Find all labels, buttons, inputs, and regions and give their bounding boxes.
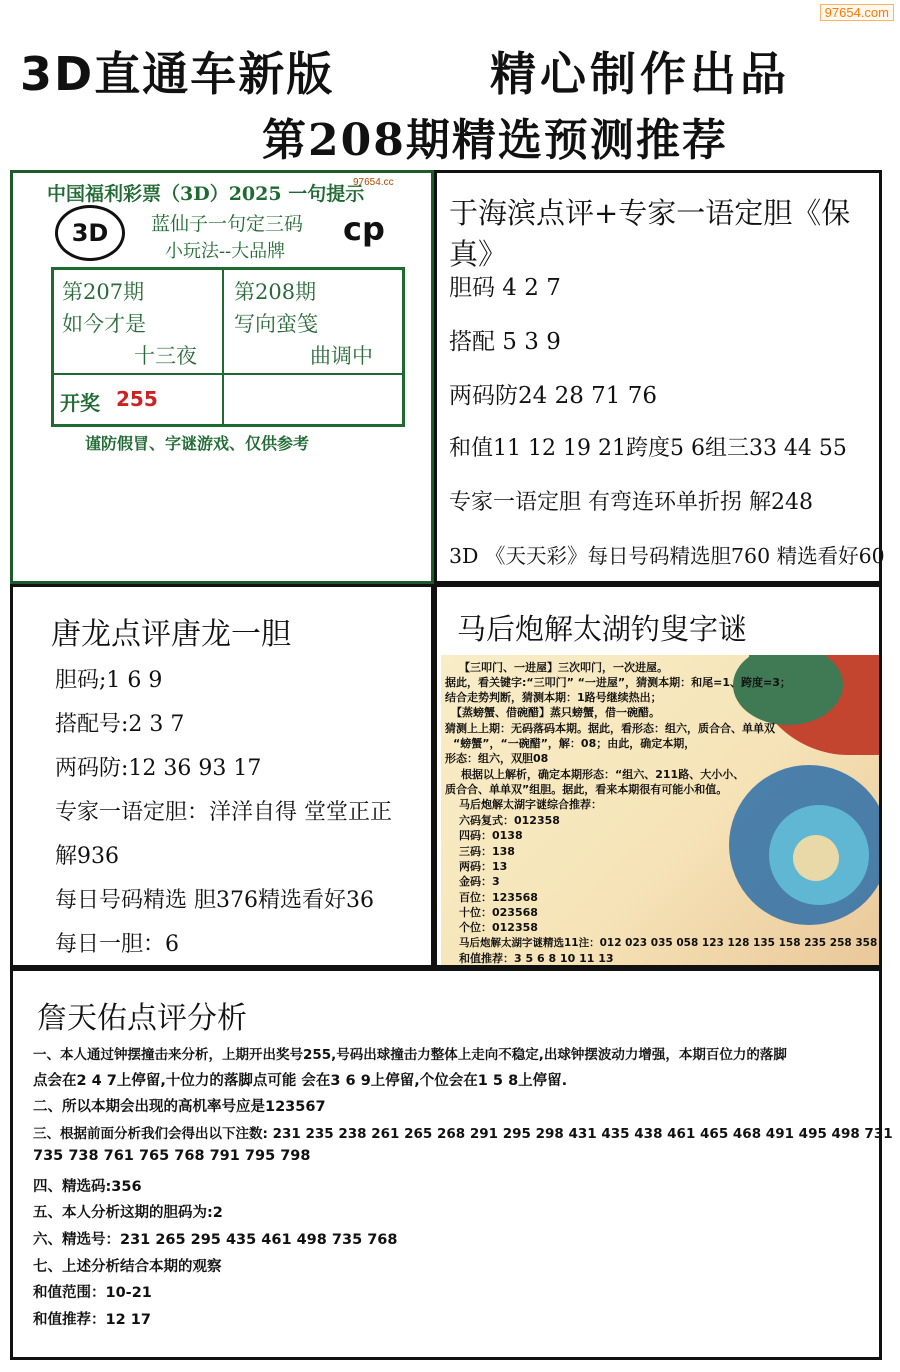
tang-line: 每日号码精选 胆376精选看好36 [55, 888, 374, 913]
header-right: 精心制作出品 [490, 47, 790, 101]
lottery-hint-panel [10, 170, 434, 584]
ma-line: 【三叩门、一进屋】三次叩门，一次进屋。 [459, 661, 668, 674]
ma-line: 结合走势判断，猜测本期：1路号继续热出； [445, 691, 662, 704]
ma-line: 【蒸螃蟹、借碗醋】蒸只螃蟹，借一碗醋。 [451, 706, 660, 719]
zhan-line: 四、精选码:356 [33, 1179, 142, 1195]
ma-line: 马后炮解太湖字谜精选11注：012 023 035 058 123 128 135 158 235 258 358 [459, 937, 878, 949]
zhan-line: 五、本人分析这期的胆码为:2 [33, 1205, 223, 1221]
ma-panel [434, 584, 882, 968]
ma-line: 两码：13 [459, 860, 508, 873]
yu-line: 和值11 12 19 21跨度5 6组三33 44 55 [449, 436, 847, 461]
ma-line: 三码：138 [459, 845, 515, 858]
card-line2: 小玩法--大品牌 [165, 241, 286, 262]
ma-line: 十位：023568 [459, 906, 538, 919]
yu-title: 于海滨点评+专家一语定胆《保真》 [449, 196, 851, 271]
card-url: 97654.cc [353, 177, 394, 188]
ma-line: 个位：012358 [459, 921, 538, 934]
zhan-line: 七、上述分析结合本期的观察 [33, 1259, 222, 1275]
zhan-line: 和值范围：10-21 [33, 1285, 152, 1301]
ma-line: 根据以上解析，确定本期形态：“组六、211路、大小小、 [461, 768, 745, 781]
zhan-line: 一、本人通过钟摆撞击来分析，上期开出奖号255,号码出球撞击力整体上走向不稳定,出球钟摆波动力增强，本期百位力的落脚 [33, 1047, 787, 1063]
tang-line: 每日一胆：6 [55, 932, 179, 957]
yu-line: 胆码 4 2 7 [449, 275, 561, 301]
prev-hint-a: 如今才是 [62, 312, 146, 336]
ma-line: 和值推荐：3 5 6 8 10 11 13 [459, 952, 614, 965]
yu-line: 专家一语定胆 有弯连环单折拐 解248 [449, 490, 813, 515]
yu-line: 3D 《天天彩》每日号码精选胆760 精选看好60 [449, 544, 885, 568]
next-issue-cell [223, 269, 403, 374]
prev-issue-cell [53, 269, 223, 374]
issue-title: 第208期精选预测推荐 [262, 115, 728, 166]
zhan-panel [10, 968, 893, 1360]
tang-line: 解936 [55, 844, 119, 869]
ma-title: 马后炮解太湖钓叟字谜 [457, 612, 748, 646]
tang-line: 专家一语定胆：洋洋自得 堂堂正正 [55, 800, 392, 825]
zhan-line: 735 738 761 765 768 791 795 798 [33, 1148, 311, 1164]
ma-line: 金码：3 [459, 875, 500, 888]
hint-grid [51, 267, 405, 427]
tang-line: 两码防:12 36 93 17 [55, 756, 262, 781]
yu-line: 两码防24 28 71 76 [449, 383, 657, 409]
tang-panel [10, 584, 434, 968]
zhan-line: 三、根据前面分析我们会得出以下注数: 231 235 238 261 265 268 291 295 298 431 435 438 461 465 468 491 495 498 731 [33, 1126, 893, 1142]
empty-cell [223, 374, 403, 425]
card-title: 中国福利彩票（3D）2025 一句提示 [47, 183, 365, 205]
ma-line: “螃蟹”，“一碗醋”，解：08；由此，确定本期， [453, 737, 696, 750]
ma-line: 形态：组六，双胆08 [445, 752, 549, 765]
riddle-image [441, 655, 879, 965]
zhan-title: 詹天佑点评分析 [37, 1001, 247, 1036]
card-line1: 蓝仙子一句定三码 [151, 213, 304, 235]
next-issue: 第208期 [234, 280, 317, 304]
decor-wave-icon [793, 835, 839, 881]
ma-line: 马后炮解太湖字谜综合推荐： [459, 798, 602, 811]
ma-line: 四码：0138 [459, 829, 523, 842]
prize-cell [53, 374, 223, 425]
zhan-line: 二、所以本期会出现的高机率号应是123567 [33, 1099, 326, 1115]
tang-title: 唐龙点评唐龙一胆 [51, 617, 291, 652]
ma-line: 百位：123568 [459, 891, 538, 904]
ma-line: 猜测上上期：无码落码本期。据此，看形态：组六，质合合、单单双 [445, 722, 775, 735]
3d-logo-icon: 3D [55, 205, 125, 261]
ma-line: 六码复式：012358 [459, 814, 560, 827]
cp-logo-icon: cp [343, 210, 385, 248]
site-watermark: 97654.com [820, 4, 894, 21]
next-hint-a: 写向蛮笺 [234, 312, 318, 336]
lottery-card [39, 175, 417, 485]
prize-label: 开奖 [60, 391, 100, 415]
yu-line: 搭配 5 3 9 [449, 329, 561, 355]
prev-issue: 第207期 [62, 280, 145, 304]
tang-line: 搭配号:2 3 7 [55, 712, 185, 737]
zhan-line: 和值推荐：12 17 [33, 1312, 151, 1328]
ma-line: 据此，看关键字:“三叩门” “一进屋”，猜测本期：和尾=1、跨度=3； [445, 676, 791, 689]
yu-panel [434, 170, 885, 584]
card-footer: 谨防假冒、字谜游戏、仅供参考 [85, 434, 310, 453]
next-hint-b: 曲调中 [310, 344, 373, 368]
zhan-line: 点会在2 4 7上停留,十位力的落脚点可能 会在3 6 9上停留,个位会在1 5 8上停留. [33, 1073, 568, 1089]
zhan-line: 六、精选号：231 265 295 435 461 498 735 768 [33, 1232, 398, 1248]
prev-hint-b: 十三夜 [134, 344, 197, 368]
ma-line: 质合合、单单双”组胆。据此，看来本期很有可能小和值。 [445, 783, 728, 796]
prize-value: 255 [116, 387, 158, 411]
header-left: 3D直通车新版 [20, 47, 335, 101]
tang-line: 胆码;1 6 9 [55, 668, 163, 693]
